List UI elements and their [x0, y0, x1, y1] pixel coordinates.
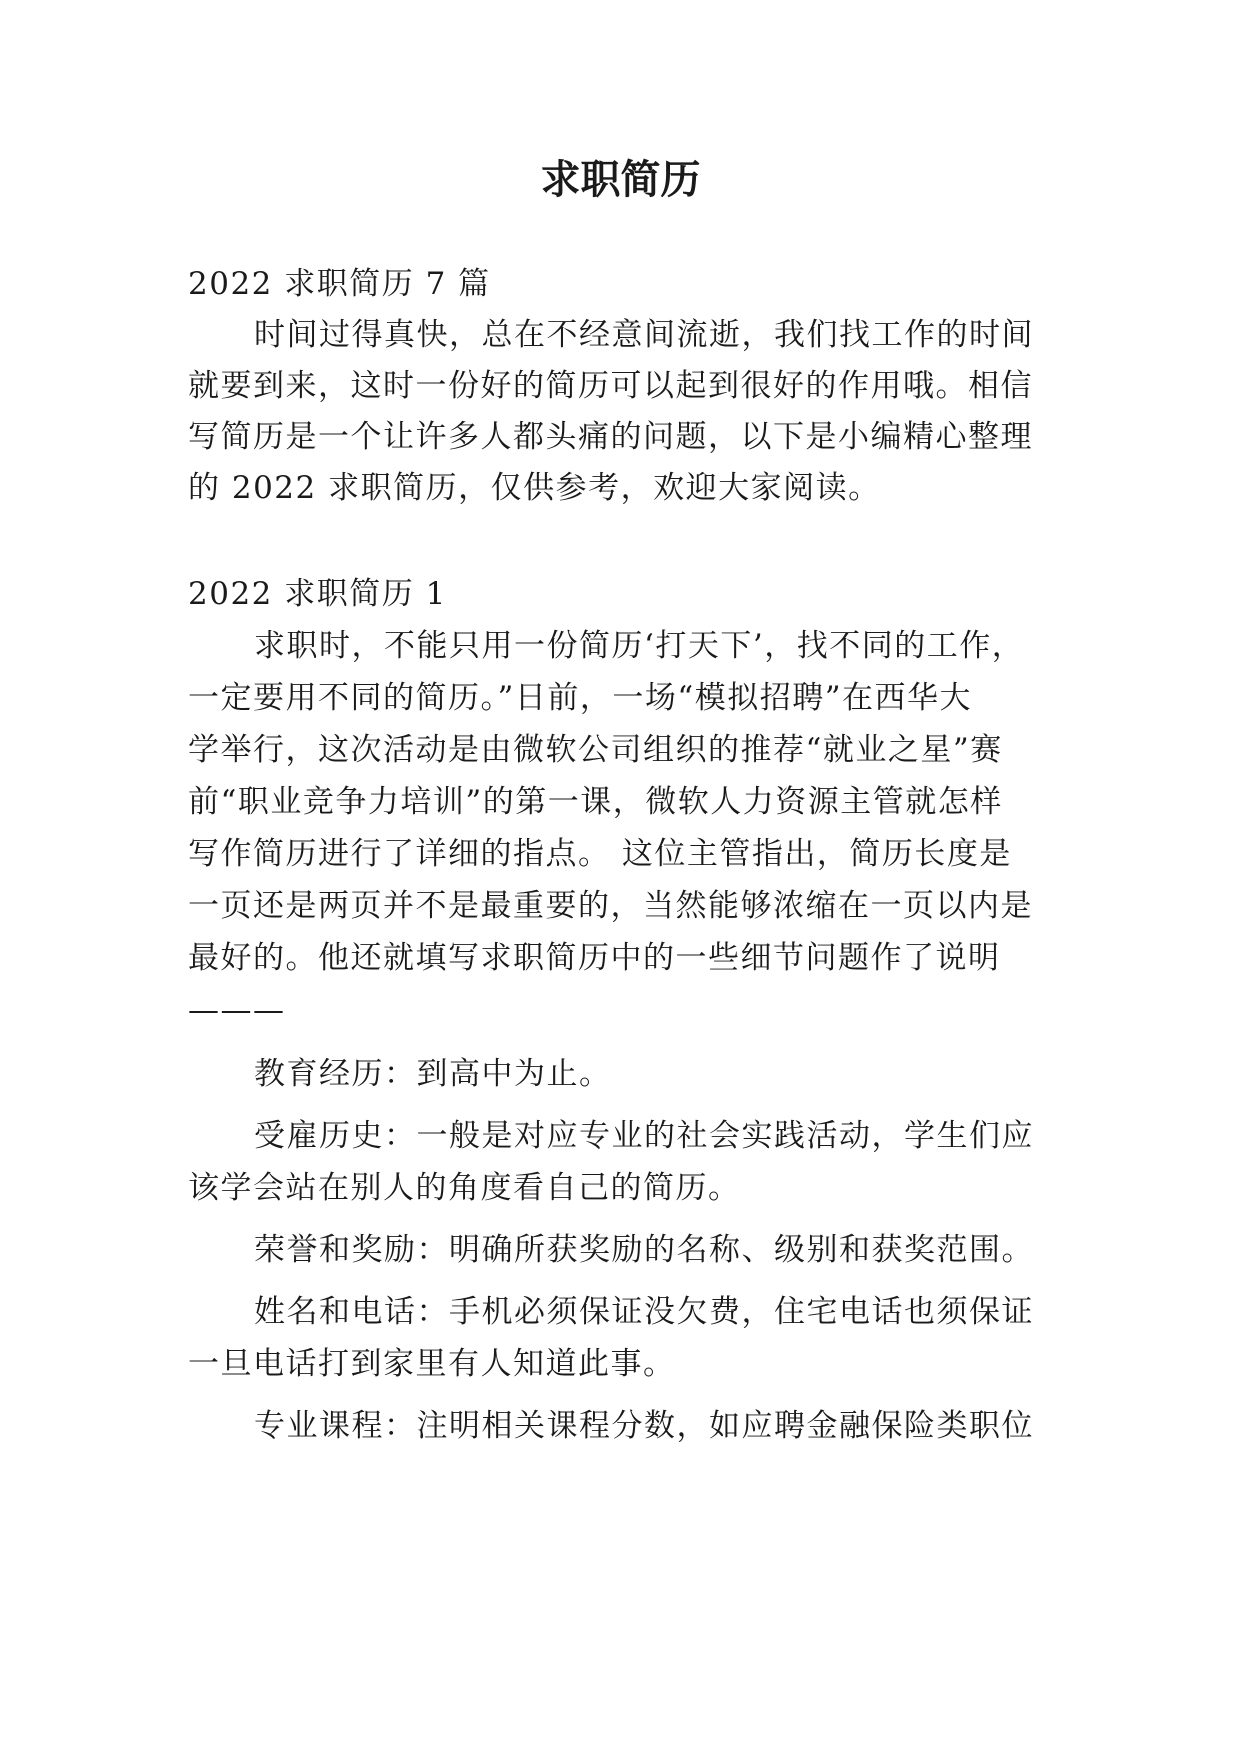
paragraph-line: 学举行，这次活动是由微软公司组织的推荐“就业之星”赛	[188, 732, 1003, 768]
paragraph-line: 该学会站在别人的角度看自己的简历。	[188, 1170, 741, 1206]
paragraph-line: 最好的。他还就填写求职简历中的一些细节问题作了说明	[188, 940, 1001, 976]
paragraph-line: 写作简历进行了详细的指点。 这位主管指出，简历长度是	[188, 836, 1012, 872]
section-heading-intro: 2022 求职简历 7 篇	[188, 266, 491, 302]
paragraph-line: 前“职业竞争力培训”的第一课，微软人力资源主管就怎样	[188, 784, 1003, 820]
paragraph-line: 求职时，不能只用一份简历‘打天下’，找不同的工作，	[254, 628, 1025, 664]
section-heading-resume-1: 2022 求职简历 1	[188, 576, 447, 612]
paragraph-line: 专业课程：注明相关课程分数，如应聘金融保险类职位	[254, 1408, 1034, 1444]
paragraph-line: 时间过得真快，总在不经意间流逝，我们找工作的时间	[254, 317, 1034, 353]
paragraph-line: 受雇历史：一般是对应专业的社会实践活动，学生们应	[254, 1118, 1034, 1154]
paragraph-line: 荣誉和奖励：明确所获奖励的名称、级别和获奖范围。	[254, 1232, 1034, 1268]
paragraph-line: 的 2022 求职简历，仅供参考，欢迎大家阅读。	[188, 470, 881, 506]
paragraph-line: ———	[188, 992, 286, 1028]
paragraph-line: 教育经历：到高中为止。	[254, 1056, 612, 1092]
paragraph-line: 写简历是一个让许多人都头痛的问题，以下是小编精心整理	[188, 419, 1033, 455]
paragraph-line: 一旦电话打到家里有人知道此事。	[188, 1346, 676, 1382]
paragraph-line: 姓名和电话：手机必须保证没欠费，住宅电话也须保证	[254, 1294, 1034, 1330]
paragraph-line: 一页还是两页并不是最重要的，当然能够浓缩在一页以内是	[188, 888, 1033, 924]
document-title: 求职简历	[540, 156, 701, 203]
paragraph-line: 就要到来，这时一份好的简历可以起到很好的作用哦。相信	[188, 368, 1033, 404]
paragraph-line: 一定要用不同的简历。”日前，一场“模拟招聘”在西华大	[188, 680, 973, 716]
